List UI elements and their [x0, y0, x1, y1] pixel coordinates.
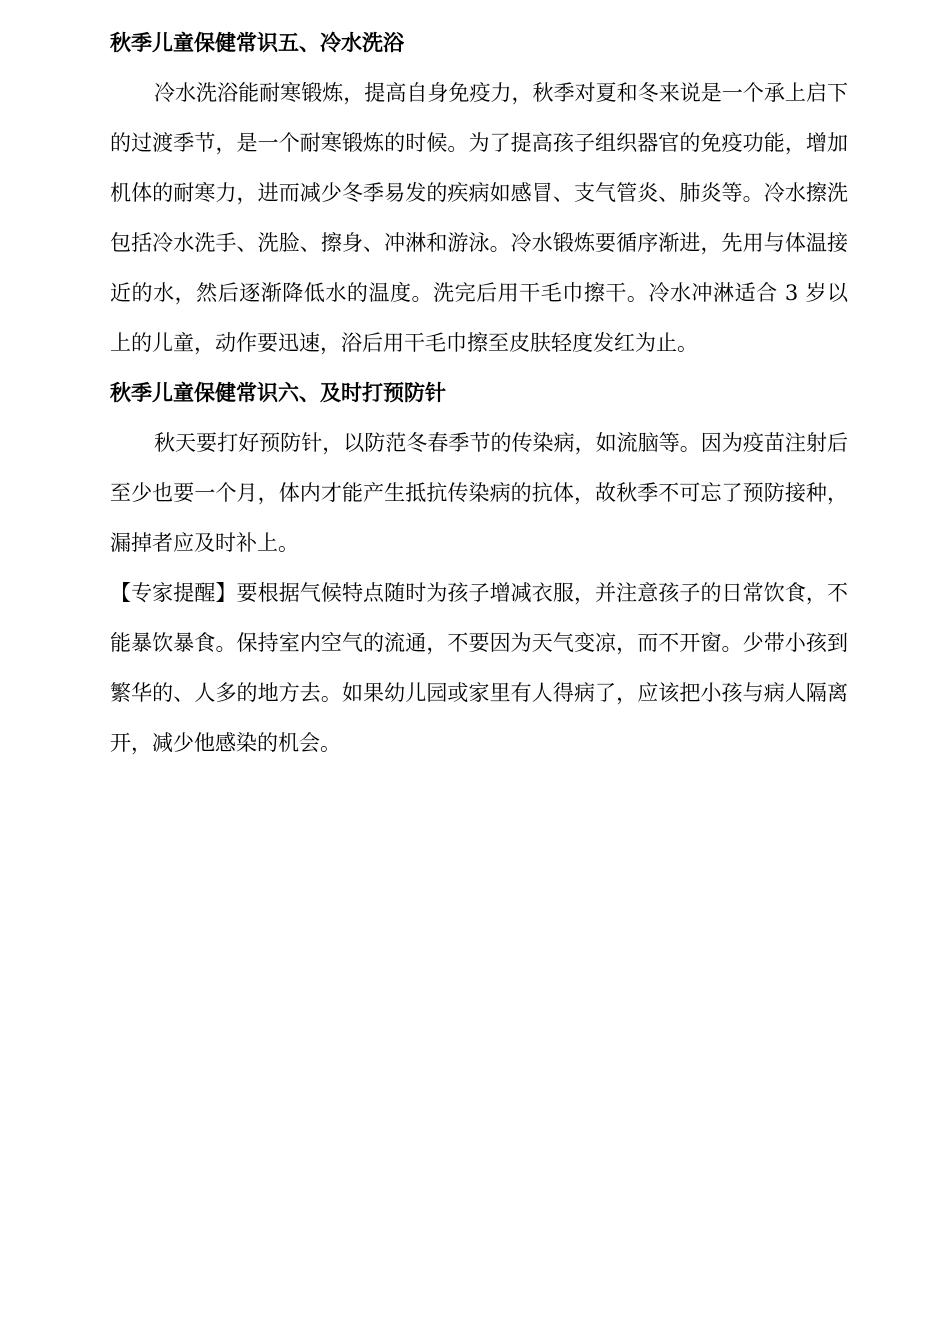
document-page [110, 18, 848, 768]
section-6-heading: 秋季儿童保健常识六、及时打预防针 [110, 381, 446, 405]
section-5-heading: 秋季儿童保健常识五、冷水洗浴 [110, 31, 404, 55]
section-6-body: 秋天要打好预防针，以防范冬春季节的传染病，如流脑等。因为疫苗注射后至少也要一个月，体内才能产生抵抗传染病的抗体，故秋季不可忘了预防接种，漏掉者应及时补上。 [110, 431, 848, 555]
section-5-body: 冷水洗浴能耐寒锻炼，提高自身免疫力，秋季对夏和冬来说是一个承上启下的过渡季节，是一个耐寒锻炼的时候。为了提高孩子组织器官的免疫功能，增加机体的耐寒力，进而减少冬季易发的疾病如感冒、支气管炎、肺炎等。冷水擦洗包括冷水洗手、洗脸、擦身、冲淋和游泳。冷水锻炼要循序渐进，先用与体温接近的水，然后逐渐降低水的温度。洗完后用干毛巾擦干。冷水冲淋适合 3 岁以上的儿童，动作要迅速，浴后用干毛巾擦至皮肤轻度发红为止。 [110, 81, 848, 355]
expert-tip-paragraph: 【专家提醒】要根据气候特点随时为孩子增减衣服，并注意孩子的日常饮食，不能暴饮暴食。保持室内空气的流通，不要因为天气变凉，而不开窗。少带小孩到繁华的、人多的地方去。如果幼儿园或家里有人得病了，应该把小孩与病人隔离开，减少他感染的机会。 [110, 581, 848, 755]
